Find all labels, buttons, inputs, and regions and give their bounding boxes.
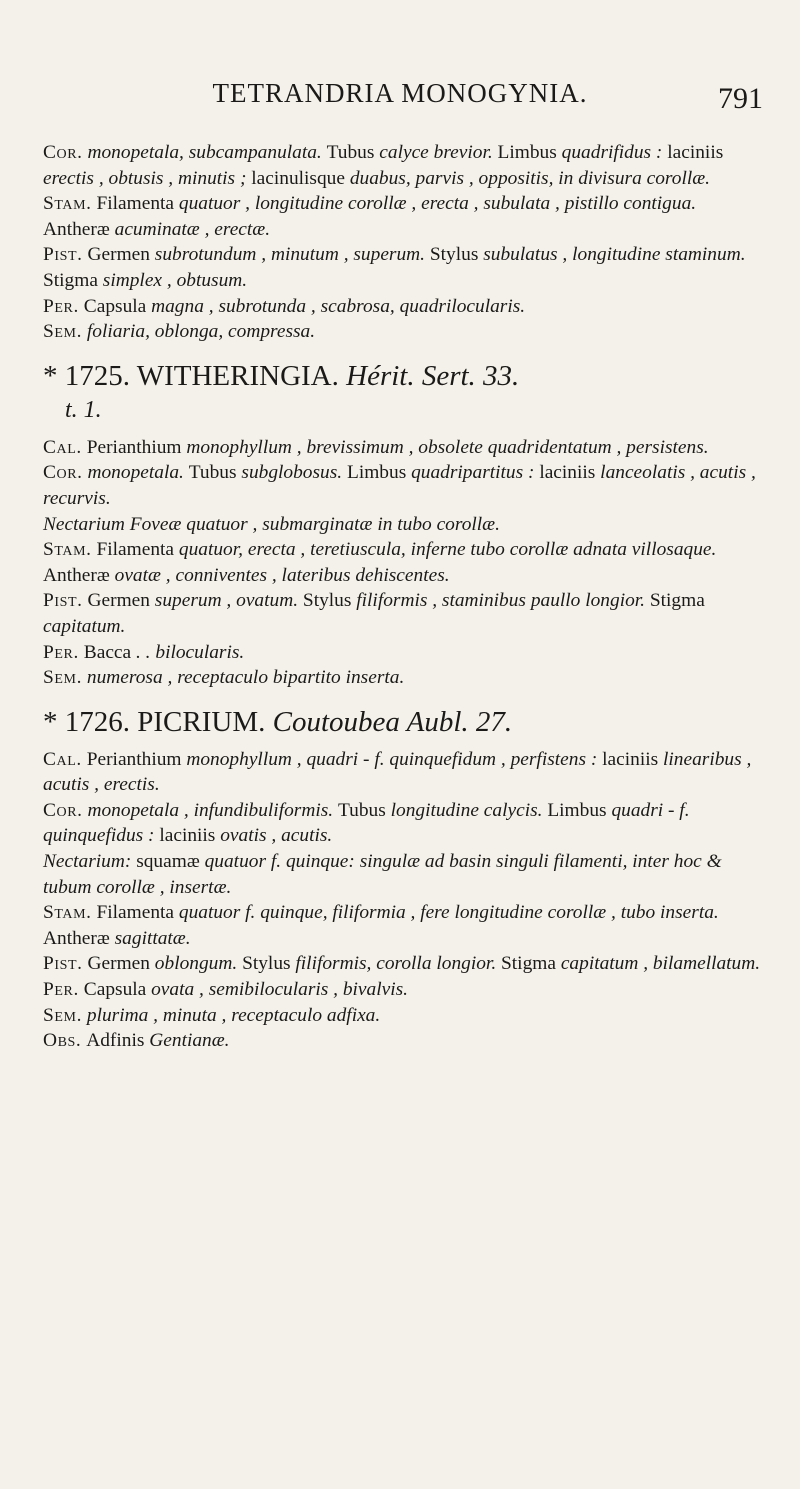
genus-authority: Coutoubea Aubl. 27. <box>272 705 513 738</box>
genus-tab-reference: t. 1. <box>65 396 102 423</box>
term-italic: erectis , obtusis , minutis ; <box>43 167 252 189</box>
description-text: Filamenta <box>96 193 175 215</box>
genus-heading-picrium <box>43 705 763 739</box>
running-title: TETRANDRIA MONOGYNIA. <box>212 78 588 108</box>
organ-label: Pist. <box>43 953 83 975</box>
organ-label: Cor. <box>43 462 83 484</box>
term-italic: quatuor f. quinque, filiformia , fere longitudine corollæ , tubo inserta. <box>174 902 719 924</box>
description-text: Antheræ <box>43 564 110 586</box>
description-paragraph <box>43 140 763 191</box>
term-italic: magna , subrotunda , scabrosa, quadrilocularis. <box>146 295 526 317</box>
description-text: Perianthium <box>86 436 182 458</box>
description-paragraph <box>43 435 763 461</box>
term-italic: monophyllum , brevissimum , obsolete quadridentatum , persistens. <box>181 436 709 458</box>
organ-label: Per. <box>43 295 79 317</box>
description-paragraph <box>43 900 763 951</box>
organ-label: Sem. <box>43 321 83 343</box>
organ-label: Nectarium <box>43 851 125 873</box>
organ-label: Pist. <box>43 590 83 612</box>
genus-description-witheringia <box>43 435 763 691</box>
page-number: 791 <box>718 82 763 115</box>
organ-label: Cal. <box>43 436 82 458</box>
description-text: Filamenta <box>96 902 175 924</box>
description-paragraph <box>43 460 763 511</box>
description-text: Germen <box>87 590 150 612</box>
term-italic: acuminatæ , erectæ. <box>109 218 271 240</box>
description-text: Capsula <box>83 979 147 1001</box>
term-italic: linearibus , acutis , erectis. <box>43 748 752 796</box>
description-paragraph <box>43 191 763 242</box>
description-text: Filamenta <box>96 539 175 561</box>
description-text: Tubus <box>337 799 386 821</box>
term-italic: quatuor, erecta , teretiuscula, inferne tubo corollæ adnata villosaque. <box>174 539 717 561</box>
term-italic: monophyllum , quadri - f. quinquefidum , perfistens : <box>181 748 603 770</box>
description-paragraph <box>43 798 763 849</box>
description-paragraph <box>43 294 763 320</box>
term-italic: oblongum. <box>149 953 243 975</box>
description-paragraph <box>43 640 763 666</box>
term-italic: : <box>124 851 137 873</box>
genus-description-picrium <box>43 747 763 1054</box>
term-italic: quatuor f. quinque: singulæ ad basin singuli filamenti, inter hoc & tubum corollæ , insertæ. <box>43 851 722 898</box>
description-text: Capsula <box>83 295 147 317</box>
page-body <box>43 140 763 1054</box>
organ-label: Cal. <box>43 748 82 770</box>
term-italic: capitatum , bilamellatum. <box>555 953 761 975</box>
term-italic: foliaria, oblonga, compressa. <box>82 321 316 343</box>
term-italic: duabus, parvis , oppositis, in divisura corollæ. <box>344 167 711 189</box>
organ-label: Sem. <box>43 667 83 689</box>
term-italic: . . bilocularis. <box>131 641 245 663</box>
term-italic: quadrifidus : <box>556 142 668 163</box>
description-paragraph <box>43 849 763 900</box>
description-text: Tubus <box>326 142 375 163</box>
term-italic: numerosa , receptaculo bipartito inserta. <box>82 667 405 689</box>
term-italic: monopetala, subcampanulata. <box>82 142 327 163</box>
organ-label: Nectarium <box>43 513 125 535</box>
description-text: Stigma <box>649 590 705 612</box>
description-text: Tubus <box>188 462 237 484</box>
description-paragraph <box>43 665 763 691</box>
organ-label: Per. <box>43 979 79 1001</box>
description-text: Bacca <box>83 641 132 663</box>
genus-description-continued <box>43 140 763 345</box>
description-text: Antheræ <box>43 218 110 240</box>
description-paragraph <box>43 747 763 798</box>
description-text: Limbus <box>547 799 607 821</box>
genus-title: * 1726. PICRIUM. <box>43 705 266 738</box>
description-text: Limbus <box>346 462 407 484</box>
term-italic: subrotundum , minutum , superum. <box>149 244 430 266</box>
organ-label: Stam. <box>43 902 92 924</box>
organ-label: Cor. <box>43 799 83 821</box>
genus-authority: Hérit. Sert. 33. <box>346 359 520 392</box>
description-paragraph <box>43 319 763 345</box>
description-paragraph <box>43 537 763 588</box>
term-italic: superum , ovatum. <box>149 590 303 612</box>
term-italic: Gentianæ. <box>144 1030 230 1052</box>
term-italic: capitatum. <box>43 615 126 637</box>
description-paragraph <box>43 951 763 977</box>
description-text: Stigma <box>501 953 556 975</box>
term-italic: ovatæ , conniventes , lateribus dehiscentes. <box>109 564 450 586</box>
description-text: Stylus <box>242 953 291 975</box>
term-italic: calyce brevior. <box>374 142 498 163</box>
description-text: lacinulisque <box>251 167 345 189</box>
organ-label: Stam. <box>43 539 92 561</box>
term-italic: subulatus , longitudine staminum. <box>478 244 746 266</box>
term-italic: simplex , obtusum. <box>97 269 248 291</box>
organ-label: Per. <box>43 641 79 663</box>
description-text: Perianthium <box>86 748 182 770</box>
organ-label: Cor. <box>43 142 83 163</box>
description-paragraph <box>43 1028 763 1054</box>
term-italic: subglobosus. <box>236 462 347 484</box>
description-paragraph <box>43 977 763 1003</box>
description-text: Antheræ <box>43 927 110 949</box>
term-italic: ovatis , acutis. <box>215 825 333 847</box>
organ-label: Sem. <box>43 1004 83 1026</box>
term-italic: filiformis , staminibus paullo longior. <box>351 590 650 612</box>
description-paragraph <box>43 588 763 639</box>
genus-heading-witheringia <box>43 359 763 427</box>
organ-label: Obs. <box>43 1030 82 1052</box>
description-text: laciniis <box>159 825 216 847</box>
term-italic: quadripartitus : <box>406 462 540 484</box>
term-italic: plurima , minuta , receptaculo adfixa. <box>82 1004 381 1026</box>
term-italic: quatuor , longitudine corollæ , erecta , subulata , pistillo contigua. <box>174 193 697 215</box>
description-text: squamæ <box>136 851 200 873</box>
genus-title: * 1725. WITHERINGIA. <box>43 359 339 392</box>
term-italic: Foveæ quatuor , submarginatæ in tubo corollæ. <box>124 513 500 535</box>
term-italic: monopetala. <box>82 462 189 484</box>
description-text: Stylus <box>302 590 352 612</box>
term-italic: lanceolatis , acutis , recurvis. <box>43 462 756 509</box>
term-italic: longitudine calycis. <box>385 799 548 821</box>
term-italic: sagittatæ. <box>109 927 191 949</box>
description-text: laciniis <box>602 748 659 770</box>
term-italic: monopetala , infundibuliformis. <box>82 799 338 821</box>
description-text: laciniis <box>667 142 724 163</box>
organ-label: Stam. <box>43 193 92 215</box>
description-text: laciniis <box>539 462 596 484</box>
description-text: Adfinis <box>86 1030 145 1052</box>
description-paragraph <box>43 242 763 293</box>
description-text: Stigma <box>43 269 98 291</box>
term-italic: filiformis, corolla longior. <box>290 953 502 975</box>
description-text: Stylus <box>429 244 479 266</box>
description-text: Limbus <box>497 142 557 163</box>
term-italic: quadri - f. quinquefidus : <box>43 799 690 847</box>
description-text: Germen <box>87 953 150 975</box>
description-text: Germen <box>87 244 150 266</box>
organ-label: Pist. <box>43 244 83 266</box>
description-paragraph <box>43 512 763 538</box>
term-italic: ovata , semibilocularis , bivalvis. <box>146 979 409 1001</box>
description-paragraph <box>43 1003 763 1029</box>
